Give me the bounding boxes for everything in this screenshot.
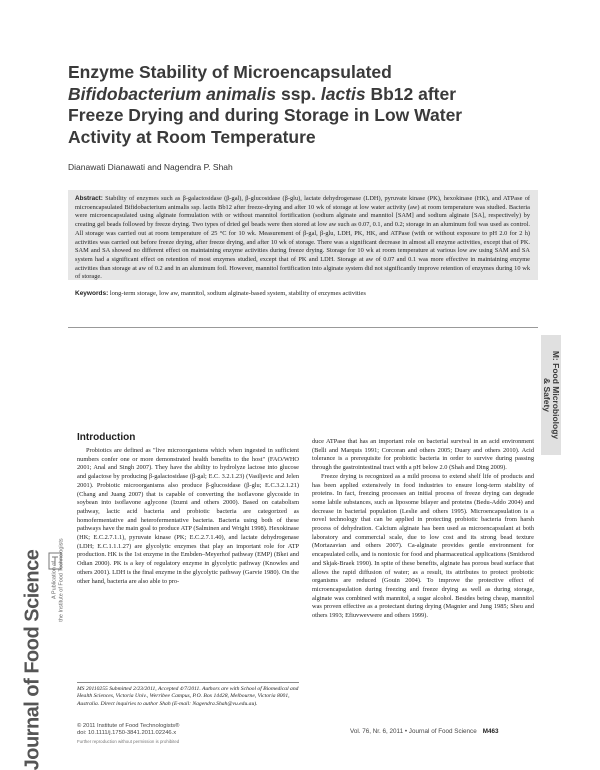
keywords-text: long-term storage, low aw, mannitol, sodium alginate-based system, stability of enzymes activities: [109, 290, 366, 297]
section-divider: [68, 327, 538, 328]
publication-note-line-1: A Publication of: [51, 561, 58, 599]
footnote-divider: [77, 682, 299, 683]
copyright-block: [77, 723, 277, 745]
side-tab-line-1: M: Food Microbiology: [551, 350, 561, 440]
right-column: [312, 438, 534, 621]
keywords-label: Keywords:: [75, 290, 109, 297]
side-tab-line-2: & Safety: [542, 377, 552, 413]
title-line-3: Freeze Drying and during Storage in Low Water: [68, 105, 463, 125]
introduction-heading: Introduction: [77, 432, 136, 443]
left-column: [77, 447, 299, 586]
abstract-label: Abstract:: [75, 195, 103, 202]
journal-logo: Journal of Food Science: [21, 549, 44, 770]
title-lactis: lactis: [320, 83, 366, 104]
publication-note-line-2: the Institute of Food Technologists: [58, 538, 64, 622]
article-title: [68, 62, 528, 148]
title-line-4: Activity at Room Temperature: [68, 126, 316, 147]
keywords: [75, 290, 530, 299]
title-line-1: Enzyme Stability of Microencapsulated: [68, 62, 392, 82]
intro-paragraph-1-cont: duce ATPase that has an important role on bacterial survival in an acid environment (Belli and Marquis 1991; Corcoran and others 2005; Duary and others 2010). Acid tolerance is a prerequisite for probiotic bacteria in order to survive during passing through the gastrointestinal tract with a pH below 2.0 (Shah and Ding 2009).: [312, 438, 534, 472]
title-species: Bifidobacterium animalis: [68, 83, 277, 104]
doi-link[interactable]: doi: 10.1111/j.1750-3841.2011.02246.x: [77, 730, 177, 737]
journal-volume: Vol. 76, Nr. 6, 2011 • Journal of Food Science: [350, 728, 477, 735]
side-tab-label: [542, 351, 560, 439]
footnote: MS 20110255 Submitted 2/23/2011, Accepted 4/7/2011. Authors are with School of Biomedical and Health Sciences, Victoria Univ., Werribee Campus, P.O. Box 14428, Melbourne, Victoria 8001, Australia. Direct inquiries to author Shah (E-mail: Nagendra.Shah@vu.edu.au).: [77, 686, 299, 707]
reproduction-note: Further reproduction without permission is prohibited: [77, 738, 180, 744]
copyright-line: © 2011 Institute of Food Technologists®: [77, 723, 180, 729]
page-number: M463: [482, 728, 499, 735]
authors: Dianawati Dianawati and Nagendra P. Shah: [68, 162, 233, 172]
intro-paragraph-2: Freeze drying is recognized as a mild process to extend shelf life of products and has been applied extensively in food industries to ensure long-term stability of proteins. In fact, freezing processes an initial process of freeze drying can degrade some labile substances, such as liposome bilayer and proteins (Bedu-Addo 2004) and decrease in bacterial population (Leslie and others 1995). Microencapsulation is a novel technology that can be applied in protecting probiotic bacteria from harsh process of dehydration. Calcium alginate has been used as microencapsulant at both laboratory and commercial scale, due to low cost and its strong bead texture (Mortazavian and others 2007). Ca-alginate provides gentle environment for encapsulated cells, and is nontoxic for food and pharmaceutical applications (Smidsrod and Skjak-Braek 1990). In spite of these benefits, alginate has porous bead surface that allows the rapid diffusion of water; as a result, its attributes to protect probiotic organisms are reduced (Gouin 2004). To improve the protective effect of microencapsulation during freezing and freeze drying as well as during storage, alginate was combined with mannitol, a sugar alcohol. Besides being cheap, mannitol was proven effective as a protectant during drying (Magnier and Jung 1985; Sheu and others 1993; Efiuvwevwere and others 1999).: [312, 472, 534, 620]
title-ssp: ssp.: [276, 83, 321, 104]
intro-paragraph-1: Probiotics are defined as "live microorganisms which when ingested in sufficient numbers confer one or more demonstrated health benefits to the host" (FAO/WHO 2001; Anal and Singh 2007). They have the ability to hydrolyze lactose into glucose and galactose by producing β-galactosidase (β-gal; E.C. 3.2.1.23) (Vasiljevic and Jelen 2001). Probiotic microorganisms also produce β-glucosidase (β-glu; E.C.3.2.1.21) (Chang and Juang 2007) that is capable of converting the isoflavone glycoside in soybean into isoflavone aglycone (Izumi and others 2000). Based on catabolism pathway, lactic acid bacteria and probiotic bacteria are categorized as homofermentative and heterofermentative bacteria. Bacteria using both of these pathways have the main goal to produce ATP (Salminen and Wright 1998). Hexokinase (HK; E.C.2.7.1.1), pyruvate kinase (PK; E.C.2.7.1.40), and lactate dehydrogenase (LDH; E.C.1.1.1.27) are glycolytic enzymes that play an important role for ATP production. HK is the 1st enzyme in the Embden–Meyerhof pathway (EMP) (Bkei and Odian 2000). PK is a key of regulatory enzyme in glycolytic pathway (Knowles and others 2001). LDH is the final enzyme in the glycolytic pathway (Garvie 1980). On the other hand, bacteria are also able to pro-: [77, 447, 299, 585]
title-line-2: [68, 84, 528, 106]
abstract-text: Stability of enzymes such as β-galactosidase (β-gal), β-glucosidase (β-glu), lactate dehydrogenase (LDH), pyruvate kinase (PK), hexokinase (HK), and ATPase of microencapsulated Bifidobacterium animalis ssp. lactis Bb12 after freeze-drying and after 10 wk of storage at low water activity (aw) at room temperature was studied. Bacteria were microencapsulated using alginate formulation with or without mannitol fortification (sodium alginate and mannitol [SAM] and sodium alginate [SA], respectively) by creating gel beads followed by freeze drying. Two types of dried gel beads were then stored at low aw such as 0.07, 0.1, and 0.2; storage in an aluminum foil was used as control. All storage was carried out at room temperature of 25 °C for 10 wk. Measurement of β-gal, β-glu, LDH, PK, HK, and ATPase (with or without exposure to pH 2.0 for 2 h) activities was carried out before freeze drying, after freeze drying, and after 10 wk of storage. There was a significant decrease in almost all enzyme activities, except that of PK. SAM and SA showed no different effect on maintaining enzyme activities during freeze drying. Storage for 10 wk at room temperature at various low aw using SAM and SA system had a significant effect on retention of most enzymes studied, except that of PK and LDH. Storage at aw of 0.07 and 0.1 was more effective in maintaining enzyme activities than storage at aw of 0.2 and in an aluminum foil. However, mannitol fortification into alginate system did not significantly improve retention of enzymes during 10 wk of storage.: [75, 195, 530, 281]
ift-emblem-icon: [48, 552, 62, 570]
title-strain: Bb12 after: [365, 83, 457, 104]
publication-note: [52, 538, 65, 621]
page-footer: [350, 728, 498, 735]
abstract: [75, 195, 530, 282]
